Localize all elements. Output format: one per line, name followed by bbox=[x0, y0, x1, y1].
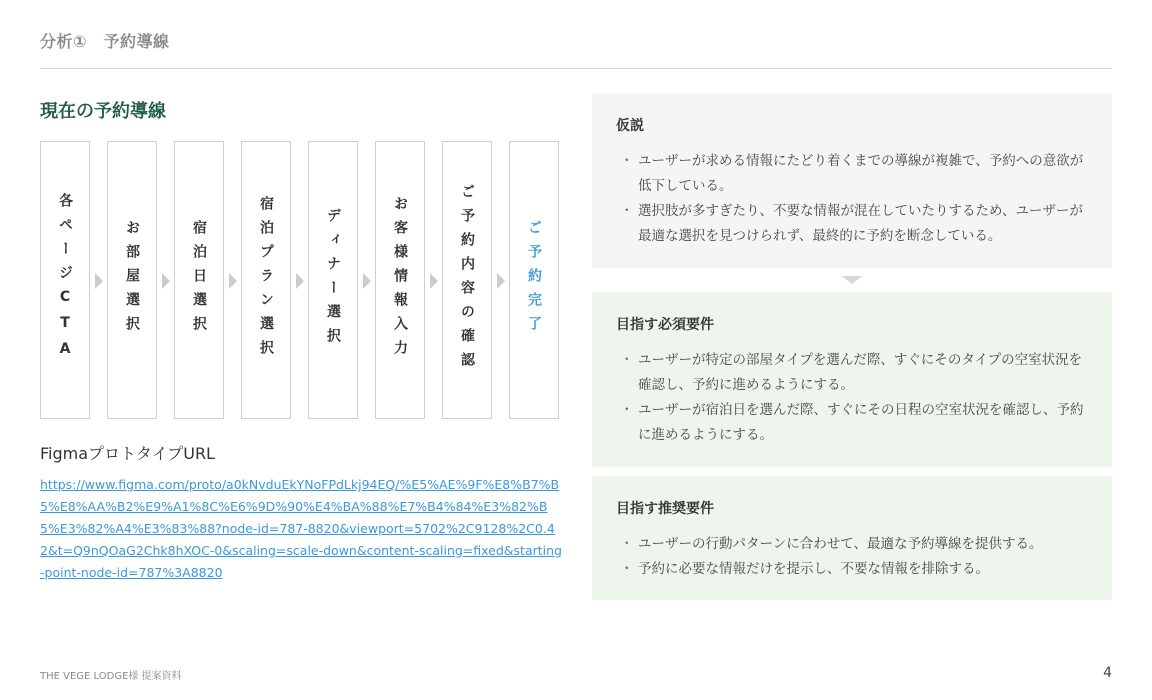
list-item: ・ ユーザーが特定の部屋タイプを選んだ際、すぐにそのタイプの空室状況を確認し、予約に進めるようにする。 bbox=[616, 348, 1088, 398]
header-divider bbox=[40, 68, 1112, 69]
flow-step-dinner bbox=[308, 141, 358, 419]
booking-flow bbox=[40, 141, 560, 421]
flow-step-complete bbox=[509, 141, 559, 419]
list-item: ・ 予約に必要な情報だけを提示し、不要な情報を排除する。 bbox=[616, 557, 1088, 582]
flow-arrow-icon bbox=[296, 273, 304, 289]
hypothesis-title: 仮説 bbox=[616, 118, 644, 134]
figma-prototype-link[interactable]: https://www.figma.com/proto/a0kNvduEkYNoFPdLkj94EQ/%E5%AE%9F%E8%B7%B5%E8%AA%B2%E9%A1%8C%E6%9D%90%E4%BA%88%E7%B4%84%E3%82%B5%E3%82%A4%E3%83%88?node-id=787-8820&viewport=5702%2C9128%2C0.42&t=Q9nQOaG2Chk8hXOC-0&scaling=scale-down&content-scaling=fixed&starting-point-node-id=787%3A8820 bbox=[40, 477, 562, 580]
flow-arrow-icon bbox=[363, 273, 371, 289]
flow-step-confirm bbox=[442, 141, 492, 419]
flow-step-guest-info bbox=[375, 141, 425, 419]
required-list bbox=[616, 348, 1088, 448]
list-item: ・ ユーザーが宿泊日を選んだ際、すぐにその日程の空室状況を確認し、予約に進めるようにする。 bbox=[616, 398, 1088, 448]
flow-step-label: ディナー選択 bbox=[325, 208, 341, 352]
flow-step-label: 宿泊日選択 bbox=[191, 220, 207, 340]
section-title: 現在の予約導線 bbox=[40, 101, 166, 122]
footer-company: THE VEGE LODGE様 提案資料 bbox=[40, 671, 182, 682]
required-requirements-panel bbox=[592, 292, 1112, 467]
flow-arrow-icon bbox=[162, 273, 170, 289]
hypothesis-list bbox=[616, 149, 1088, 249]
flow-arrow-icon bbox=[229, 273, 237, 289]
flow-arrow-icon bbox=[497, 273, 505, 289]
page-header-title: 分析① 予約導線 bbox=[40, 32, 170, 51]
list-item: ・ ユーザーの行動パターンに合わせて、最適な予約導線を提供する。 bbox=[616, 532, 1088, 557]
list-item: ・ ユーザーが求める情報にたどり着くまでの導線が複雑で、予約への意欲が低下している。 bbox=[616, 149, 1088, 199]
flow-step-label: 宿泊プラン選択 bbox=[258, 196, 274, 364]
figma-prototype-title: FigmaプロトタイプURL bbox=[40, 444, 215, 463]
flow-step-label: お客様情報入力 bbox=[392, 196, 408, 364]
flow-step-room bbox=[107, 141, 157, 419]
page-number: 4 bbox=[1103, 665, 1112, 681]
recommended-list bbox=[616, 532, 1088, 582]
flow-step-label: 各ページCTA bbox=[57, 193, 73, 367]
list-item: ・ 選択肢が多すぎたり、不要な情報が混在していたりするため、ユーザーが最適な選択を見つけられず、最終的に予約を断念している。 bbox=[616, 199, 1088, 249]
flow-step-label: お部屋選択 bbox=[124, 220, 140, 340]
recommended-title: 目指す推奨要件 bbox=[616, 501, 714, 517]
recommended-requirements-panel bbox=[592, 476, 1112, 600]
flow-step-label: ご予約完了 bbox=[526, 220, 542, 340]
down-arrow-icon bbox=[842, 276, 862, 284]
flow-step-date bbox=[174, 141, 224, 419]
flow-arrow-icon bbox=[430, 273, 438, 289]
flow-arrow-icon bbox=[95, 273, 103, 289]
flow-step-label: ご予約内容の確認 bbox=[459, 184, 475, 376]
hypothesis-panel bbox=[592, 93, 1112, 268]
flow-step-plan bbox=[241, 141, 291, 419]
required-title: 目指す必須要件 bbox=[616, 317, 714, 333]
flow-step-cta bbox=[40, 141, 90, 419]
